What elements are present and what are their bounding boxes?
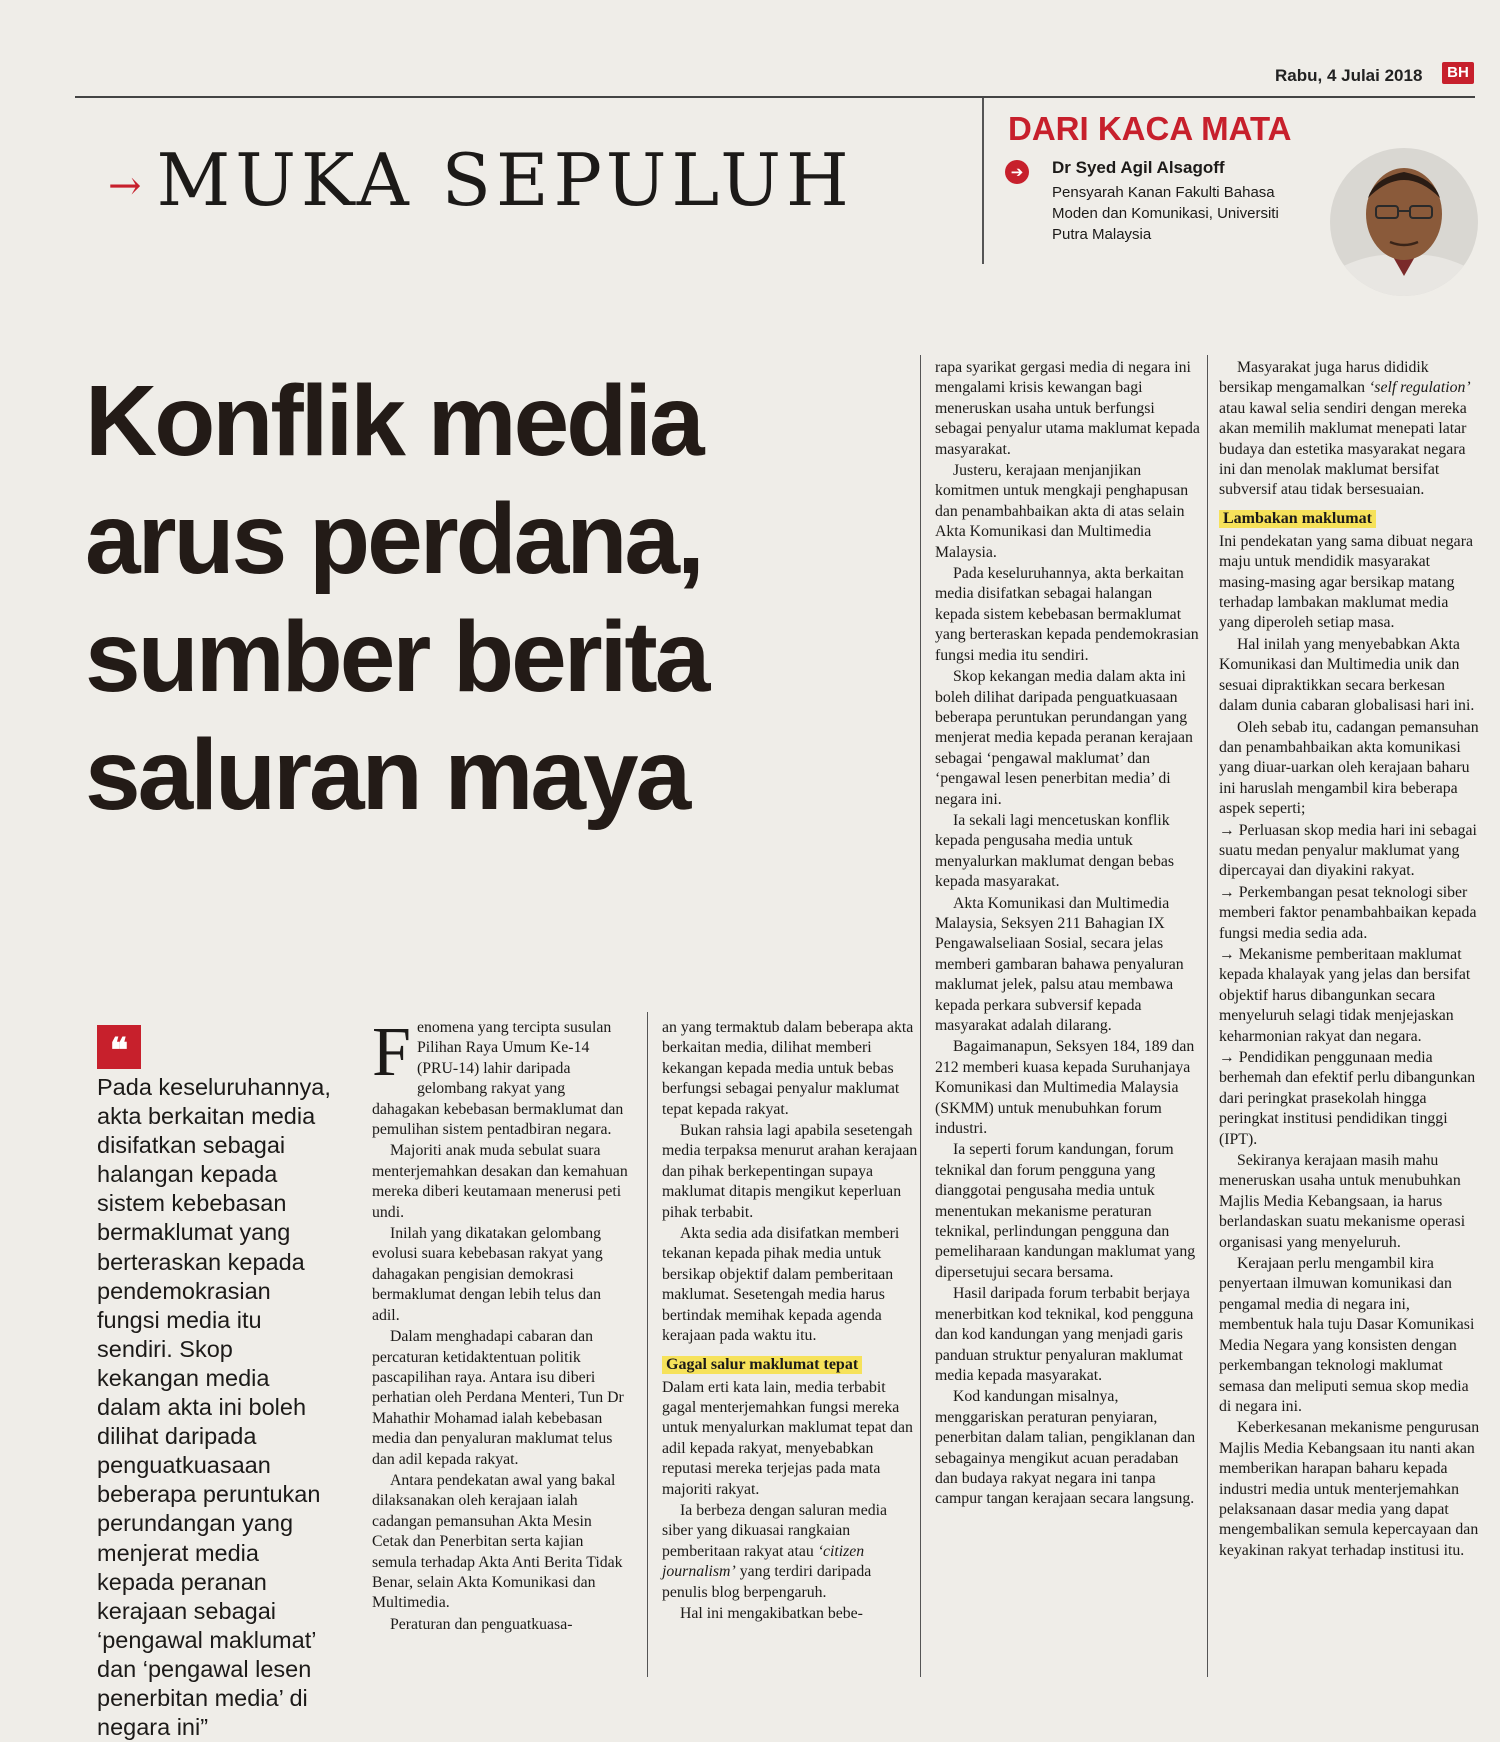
section-title-text: MUKA SEPULUH xyxy=(156,138,854,222)
paragraph: Pada keseluruhannya, akta berkaitan media disifatkan sebagai halangan kepada sistem kebebasan bermaklumat yang berteraskan kepada pendemokrasian fungsi media itu sendiri. xyxy=(935,565,1199,664)
paragraph: Fenomena yang tercipta susulan Pilihan Raya Umum Ke-14 (PRU-14) lahir daripada gelombang rakyat yang dahagakan kebebasan bermaklumat dan pemulihan sistem pentadbiran negara. xyxy=(372,1014,624,1139)
column-rule xyxy=(647,1012,648,1677)
headline: Konflik media arus perdana, sumber berita saluran maya xyxy=(85,365,708,831)
subheading: Gagal salur maklumat tepat xyxy=(662,1356,862,1374)
header-divider xyxy=(982,98,984,264)
paragraph: Ia berbeza dengan saluran media siber yang dikuasai rangkaian pemberitaan rakyat atau ‘citizen journalism’ yang terdiri daripada penulis blog berpengaruh. xyxy=(662,1501,888,1601)
paragraph: Masyarakat juga harus dididik bersikap mengamalkan ‘self regulation’ atau kawal selia sendiri dengan mereka akan memilih maklumat menepati latar budaya dan estetika masyarakat negara ini dan menolak maklumat bersifat subversif atau tidak bersesuaian. xyxy=(1219,359,1471,499)
author-name: Dr Syed Agil Alsagoff xyxy=(1052,158,1225,177)
paragraph: Skop kekangan media dalam akta ini boleh dilihat daripada penguatkuasaan beberapa peruntukan perundangan yang menjerat media kepada peranan kerajaan sebagai ‘pengawal maklumat’ dan ‘pengawal lesen penerbitan media’ di negara ini. xyxy=(935,668,1193,808)
list-item: → Pendidikan penggunaan media berhemah dan efektif perlu dibangunkan dari peringkat prasekolah hingga peringkat institusi pendidikan tinggi (IPT). xyxy=(1219,1049,1476,1148)
paragraph: rapa syarikat gergasi media di negara ini mengalami krisis kewangan bagi meneruskan usaha untuk berfungsi sebagai penyalur utama maklumat kepada masyarakat. xyxy=(935,359,1200,458)
paragraph: Dalam erti kata lain, media terbabit gagal menterjemahkan fungsi mereka untuk menyalurkan maklumat tepat dan adil kepada rakyat, menyebabkan reputasi mereka terjejas pada mata majoriti rakyat. xyxy=(662,1378,913,1498)
paragraph: Ia seperti forum kandungan, forum teknikal dan forum pengguna yang dianggotai pengusaha media untuk menentukan mekanisme peraturan teknikal, perlindungan pengguna dan pemeliharaan kandungan maklumat yang dipersetujui secara bersama. xyxy=(935,1141,1196,1281)
paragraph: Antara pendekatan awal yang bakal dilaksanakan oleh kerajaan ialah cadangan pemansuhan Akta Mesin Cetak dan Penerbitan serta kajian semula terhadap Akta Anti Berita Tidak Benar, selain Akta Komunikasi dan Multimedia. xyxy=(372,1471,623,1612)
paragraph: Hal ini mengakibatkan bebe- xyxy=(680,1604,863,1622)
paragraph: an yang termaktub dalam beberapa akta berkaitan media, dilihat memberi kekangan kepada media untuk bebas berfungsi sebagai penyalur maklumat tepat kepada rakyat. xyxy=(662,1019,914,1118)
paragraph: Kerajaan perlu mengambil kira penyertaan ilmuwan komunikasi dan pengamal media di negara ini, membentuk hala tuju Dasar Komunikasi Media Negara yang konsisten dengan perkembangan teknologi maklumat semasa dan meliputi semua skop media di negara ini. xyxy=(1219,1255,1475,1415)
subheading: Lambakan maklumat xyxy=(1219,510,1376,528)
paragraph: Akta Komunikasi dan Multimedia Malaysia, Seksyen 211 Bahagian IX Pengawalseliaan Sosial, secara jelas memberi gambaran bahawa penyaluran maklumat jelek, palsu atau membawa kepada perkara subversif kepada masyarakat adalah dilarang. xyxy=(935,894,1184,1034)
paragraph: Oleh sebab itu, cadangan pemansuhan dan penambahbaikan akta komunikasi yang diuar-uarkan oleh kerajaan baharu ini haruslah mengambil kira beberapa aspek seperti; xyxy=(1219,718,1479,818)
paragraph: Hasil daripada forum terbabit berjaya menerbitkan kod teknikal, kod pengguna dan kod kandungan yang menjadi garis panduan struktur penyaluran maklumat media kepada masyarakat. xyxy=(935,1285,1194,1384)
quote-icon: ❝ xyxy=(97,1025,141,1069)
column-rule xyxy=(1207,355,1208,1677)
paragraph: Ini pendekatan yang sama dibuat negara maju untuk mendidik masyarakat masing-masing agar bersikap matang terhadap lambakan maklumat media yang diperoleh setiap masa. xyxy=(1219,532,1473,632)
article-column-4 xyxy=(1219,358,1481,1562)
paragraph: Bagaimanapun, Seksyen 184, 189 dan 212 memberi kuasa kepada Suruhanjaya Komunikasi dan Multimedia Malaysia (SKMM) untuk menubuhkan forum industri. xyxy=(935,1038,1195,1138)
article-column-2 xyxy=(662,1018,920,1625)
author-photo xyxy=(1330,148,1478,296)
section-title xyxy=(108,138,854,222)
list-item: → Perluasan skop media hari ini sebagai suatu medan penyalur maklumat yang dipercayai dan diyakini rakyat. xyxy=(1219,821,1477,880)
bh-logo: BH xyxy=(1442,62,1474,84)
paragraph: Hal inilah yang menyebabkan Akta Komunikasi dan Multimedia unik dan sesuai dipraktikkan secara berkesan dalam dunia cabaran globalisasi hari ini. xyxy=(1219,635,1475,715)
paragraph: Justeru, kerajaan menjanjikan komitmen untuk mengkaji penghapusan dan penambahbaikan akta di atas selain Akta Komunikasi dan Multimedia Malaysia. xyxy=(935,462,1189,561)
pull-quote: Pada keseluruhannya, akta berkaitan media disifatkan sebagai halangan kepada sistem kebebasan bermaklumat yang berteraskan kepada pendemokrasian fungsi media itu sendiri. Skop kekangan media dalam akta ini boleh dilihat daripada penguatkuasaan beberapa peruntukan perundangan yang menjerat media kepada peranan kerajaan sebagai ‘pengawal maklumat’ dan ‘pengawal lesen penerbitan media’ di negara ini” xyxy=(97,1074,331,1741)
paragraph: Akta sedia ada disifatkan memberi tekanan kepada pihak media untuk bersikap objektif dalam pemberitaan maklumat. Sesetengah media harus bertindak memihak kepada agenda kerajaan pada waktu itu. xyxy=(662,1225,900,1345)
article-column-3 xyxy=(935,358,1200,1511)
paragraph: Kod kandungan misalnya, menggariskan peraturan penyiaran, penerbitan dalam talian, pengiklanan dan sebagainya mengikut acuan peradaban dan budaya rakyat negara ini tanpa campur tangan kerajaan secara langsung. xyxy=(935,1388,1196,1508)
paragraph: Sekiranya kerajaan masih mahu meneruskan usaha untuk menubuhkan Majlis Media Kebangsaan, ia harus berlandaskan suatu mekanisme operasi organisasi yang menyeluruh. xyxy=(1219,1152,1466,1251)
paragraph: Keberkesanan mekanisme pengurusan Majlis Media Kebangsaan itu nanti akan memberikan harapan baharu kepada industri media untuk menterjemahkan pelaksanaan dasar media yang dapat mengembalikan semula kepercayaan dan keyakinan rakyat terhadap institusi itu. xyxy=(1219,1419,1480,1559)
issue-date: Rabu, 4 Julai 2018 xyxy=(1275,66,1423,85)
column-rule xyxy=(920,355,921,1677)
header-rule xyxy=(75,96,1475,98)
author-title: Pensyarah Kanan Fakulti Bahasa Moden dan Komunikasi, Universiti Putra Malaysia xyxy=(1052,184,1279,243)
article-column-1 xyxy=(372,1014,632,1636)
list-item: → Perkembangan pesat teknologi siber memberi faktor penambahbaikan kepada fungsi media sedia ada. xyxy=(1219,883,1477,942)
list-item: → Mekanisme pemberitaan maklumat kepada khalayak yang jelas dan bersifat objektif harus dibangunkan secara menyeluruh selagi tidak menjejaskan keharmonian rakyat dan negara. xyxy=(1219,945,1471,1045)
paragraph: Inilah yang dikatakan gelombang evolusi suara kebebasan rakyat yang dahagakan pengisian demokrasi bermaklumat dengan lebih telus dan adil. xyxy=(372,1225,603,1324)
paragraph: Ia sekali lagi mencetuskan konflik kepada pengusaha media untuk menyalurkan maklumat dengan bebas kepada masyarakat. xyxy=(935,811,1175,891)
paragraph: Dalam menghadapi cabaran dan percaturan ketidaktentuan politik pascapilihan raya. Antara isu diberi perhatian oleh Perdana Menteri, Tun Dr Mahathir Mohamad ialah kebebasan media dan penyaluran maklumat telus dan adil kepada rakyat. xyxy=(372,1328,624,1468)
paragraph: Bukan rahsia lagi apabila sesetengah media terpaksa menurut arahan kerajaan dan pihak berkepentingan supaya maklumat ditapis mengikut keperluan pihak terbabit. xyxy=(662,1122,918,1221)
arrow-right-icon: ➔ xyxy=(1005,160,1029,184)
column-name: DARI KACA MATA xyxy=(1008,110,1292,147)
drop-cap: F xyxy=(372,1014,411,1091)
arrow-right-icon: → xyxy=(108,163,147,209)
paragraph: Peraturan dan penguatkuasa- xyxy=(390,1615,573,1633)
paragraph: Majoriti anak muda sebulat suara menterjemahkan desakan dan kemahuan mereka diberi keutamaan menerusi peti undi. xyxy=(372,1142,628,1221)
